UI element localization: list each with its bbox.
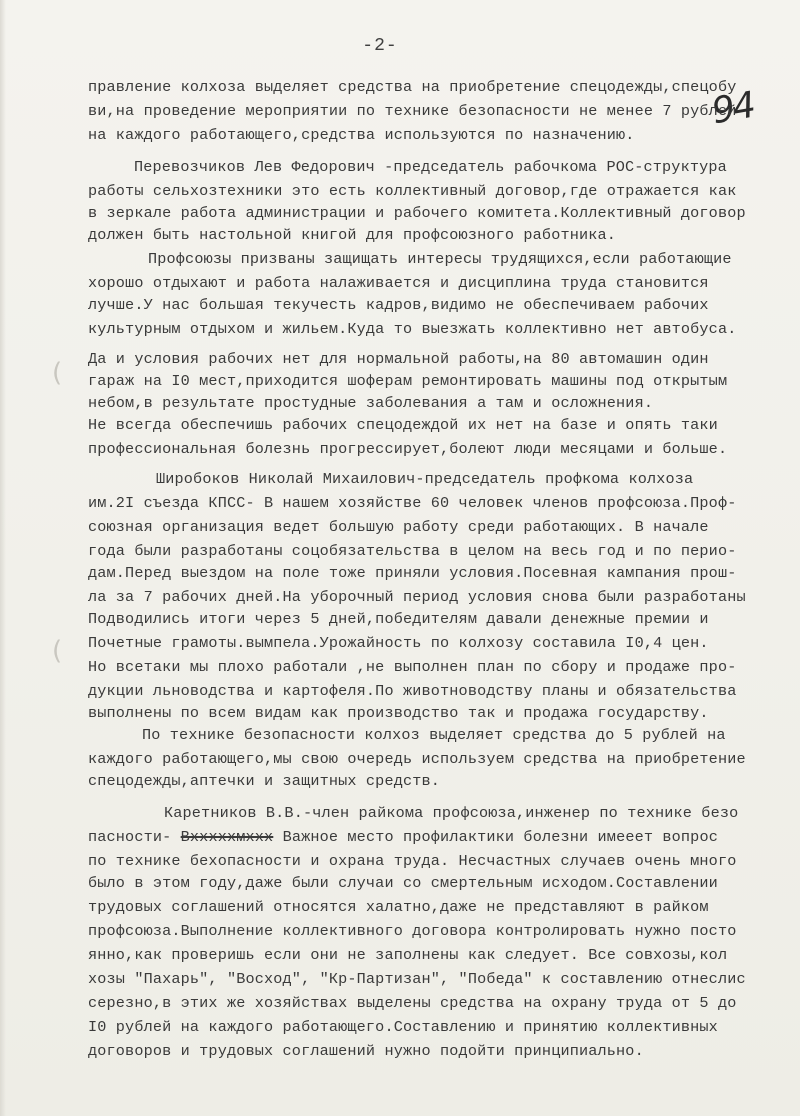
paragraph-4-line-7: Подводились итоги через 5 дней,победителям давали денежные премии и (88, 610, 709, 628)
paragraph-5-line-11: договоров и трудовых соглашений нужно подойти принципиально. (88, 1042, 644, 1060)
margin-mark-icon: ( (52, 358, 63, 388)
paragraph-4-line-9: Но всетаки мы плохо работали ,не выполнен план по сбору и продаже про- (88, 658, 737, 676)
page-edge-shadow (0, 0, 6, 1116)
paragraph-4-line-11: выполнены по всем видам как производство так и продажа государству. (88, 704, 709, 722)
paragraph-3-line-8: Не всегда обеспечишь рабочих спецодеждой их нет на базе и опять таки (88, 416, 718, 434)
paragraph-5-line-10: I0 рублей на каждого работающего.Составлению и принятию коллективных (88, 1018, 718, 1036)
struck-text: Вхххххмххх (180, 828, 274, 846)
paragraph-4-line-8: Почетные грамоты.вымпела.Урожайность по колхозу составила I0,4 цен. (88, 634, 709, 652)
paragraph-4-line-2: им.2I съезда КПСС- В нашем хозяйстве 60 человек членов профсоюза.Проф- (88, 494, 737, 512)
margin-mark-icon: ( (52, 636, 63, 666)
paragraph-5-line-7: янно,как проверишь если они не заполнены как следует. Все совхозы,кол (88, 946, 728, 964)
paragraph-2-line-3: в зеркале работа администрации и рабочего комитета.Коллективный договор (88, 204, 746, 222)
paragraph-5-line-6: профсоюза.Выполнение коллективного договора контролировать нужно посто (88, 922, 737, 940)
paragraph-5-line-2-start: пасности- (88, 828, 172, 846)
paragraph-3-line-6: гараж на I0 мест,приходится шоферам ремонтировать машины под открытым (88, 372, 728, 390)
handwritten-annotation: 94 (708, 84, 758, 133)
paragraph-3-line-4: культурным отдыхом и жильем.Куда то выезжать коллективно нет автобуса. (88, 320, 737, 338)
paragraph-4-line-14: спецодежды,аптечки и защитных средств. (88, 772, 441, 790)
paragraph-5-line-1: Каретников В.В.-член райкома профсоюза,инженер по технике безо (164, 804, 739, 822)
paragraph-2-line-2: работы сельхозтехники это есть коллективный договор,где отражается как (88, 182, 737, 200)
paragraph-4-line-10: дукции льноводства и картофеля.По животноводству планы и обязательства (88, 682, 737, 700)
paragraph-3-line-3: лучше.У нас большая текучесть кадров,видимо не обеспечиваем рабочих (88, 296, 709, 314)
paragraph-3-line-1: Профсоюзы призваны защищать интересы трудящихся,если работающие (148, 250, 732, 268)
paragraph-4-line-4: года были разработаны соцобязательства в целом на весь год и по перио- (88, 542, 737, 560)
paragraph-4-line-5: дам.Перед выездом на поле тоже приняли условия.Посевная кампания прош- (88, 564, 737, 582)
paragraph-3-line-5: Да и условия рабочих нет для нормальной работы,на 80 автомашин один (88, 350, 709, 368)
paragraph-5-line-2-end: Важное место профилактики болезни имееет вопрос (282, 828, 718, 846)
paragraph-5-line-4: было в этом году,даже были случаи со смертельным исходом.Составлении (88, 874, 718, 892)
paragraph-4-line-6: ла за 7 рабочих дней.На уборочный период условия снова были разработаны (88, 588, 746, 606)
paragraph-4-line-1: Широбоков Николай Михаилович-председатель профкома колхоза (156, 470, 694, 488)
paragraph-1-line-1: правление колхоза выделяет средства на приобретение спецодежды,спецобу (88, 78, 737, 96)
paragraph-5-line-2 (88, 830, 718, 845)
page-number: -2- (362, 36, 398, 56)
paragraph-3-line-9: профессиональная болезнь прогрессирует,болеют люди месяцами и больше. (88, 440, 728, 458)
paragraph-4-line-13: каждого работающего,мы свою очередь используем средства на приобретение (88, 750, 746, 768)
paragraph-1-line-2: ви,на проведение мероприятии по технике безопасности не менее 7 рублей (88, 102, 737, 120)
paragraph-5-line-9: серезно,в этих же хозяйствах выделены средства на охрану труда от 5 до (88, 994, 737, 1012)
paragraph-3-line-7: небом,в результате простудные заболевания а там и осложнения. (88, 394, 654, 412)
paragraph-5-line-5: трудовых соглашений относятся халатно,даже не представляют в райком (88, 898, 709, 916)
paragraph-2-line-4: должен быть настольной книгой для профсоюзного работника. (88, 226, 617, 244)
paragraph-5-line-8: хозы "Пахарь", "Восход", "Кр-Партизан", "Победа" к составлению отнеслис (88, 970, 746, 988)
paragraph-5-line-3: по технике бехопасности и охрана труда. Несчастных случаев очень много (88, 852, 737, 870)
paragraph-1-line-3: на каждого работающего,средства используются по назначению. (88, 126, 635, 144)
paragraph-4-line-12: По технике безопасности колхоз выделяет средства до 5 рублей на (142, 726, 726, 744)
paragraph-2-line-1: Перевозчиков Лев Федорович -председатель рабочкома РОС-структура (134, 158, 727, 176)
paragraph-3-line-2: хорошо отдыхают и работа налаживается и дисциплина труда становится (88, 274, 709, 292)
paragraph-4-line-3: союзная организация ведет большую работу среди работающих. В начале (88, 518, 709, 536)
